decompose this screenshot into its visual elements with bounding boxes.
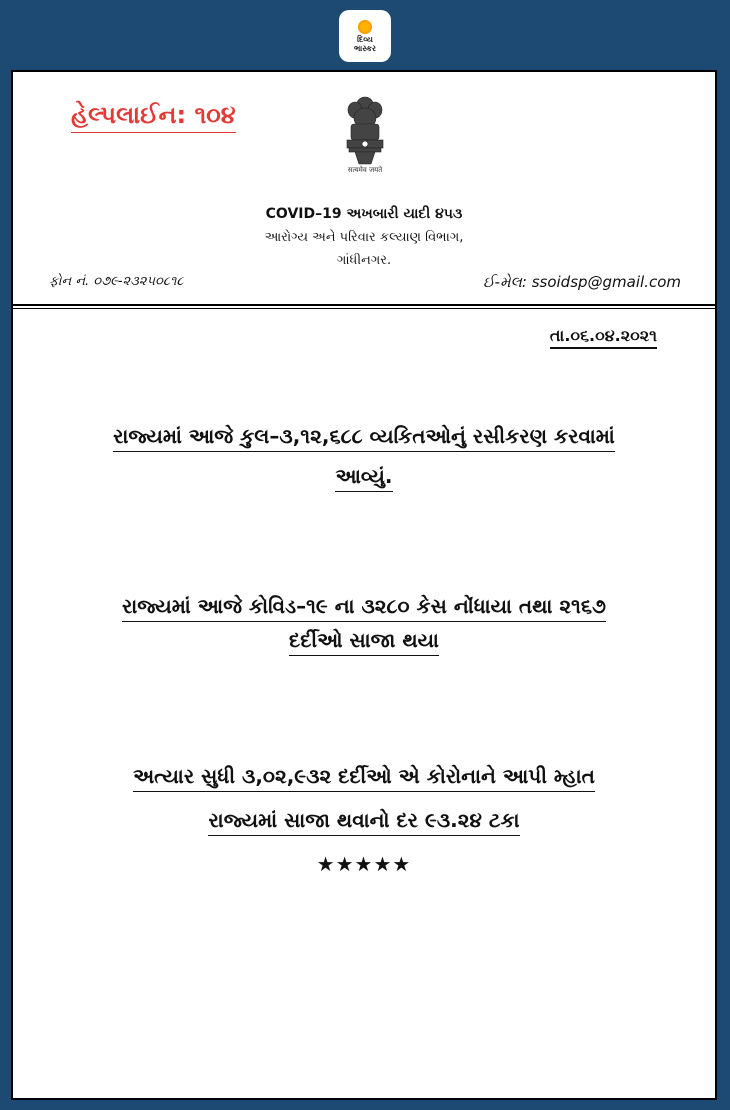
headline-cases-cont [13, 628, 715, 652]
headline-text: રાજ્યમાં આજે કોવિડ–૧૯ ના ૩૨૮૦ કેસ નોંધાયા તથા ૨૧૬૭ [122, 594, 606, 622]
headline-recovery-rate [13, 808, 715, 832]
logo-text: દિવ્ય ભાસ્કર [353, 34, 377, 53]
headline-cases [13, 594, 715, 618]
press-release-document [11, 70, 717, 1100]
emblem-motto: सत्यमेव जयते [347, 166, 383, 174]
document-header [13, 72, 715, 306]
helpline-number: હેલ્પલાઈન: ૧૦૪ [71, 100, 236, 133]
release-date: તા.૦૬.૦૪.૨૦૨૧ [550, 326, 657, 349]
department-name: આરોગ્ય અને પરિવાર કલ્યાણ વિભાગ, [264, 230, 464, 245]
headline-text: દર્દીઓ સાજા થયા [289, 628, 439, 656]
headline-text: રાજ્યમાં સાજા થવાનો દર ૯૩.૨૪ ટકા [208, 808, 519, 836]
headline-vaccination-cont [13, 464, 715, 488]
sun-icon [358, 20, 372, 34]
divya-bhaskar-logo [339, 10, 391, 62]
email-address: ઈ-મેલ: ssoidsp@gmail.com [482, 273, 681, 291]
headline-text: રાજ્યમાં આજે કુલ–૩,૧૨,૬૮૮ વ્યકિતઓનું રસીકરણ કરવામાં [113, 424, 615, 452]
city-name: ગાંધીનગર. [336, 253, 392, 268]
headline-text: અત્યાર સુધી ૩,૦૨,૯૩૨ દર્દીઓ એ કોરોનાને આપી મ્હાત [133, 764, 595, 792]
headline-recovered [13, 764, 715, 788]
headline-vaccination [13, 424, 715, 448]
headline-text: આવ્યું. [335, 464, 392, 492]
phone-number: ફોન નં. ૦૭૯-૨૩૨૫૦૮૧૮ [49, 274, 184, 289]
star-divider: ★★★★★ [316, 852, 412, 876]
release-title: COVID–19 અખબારી યાદી ૪૫૩ [265, 206, 463, 222]
